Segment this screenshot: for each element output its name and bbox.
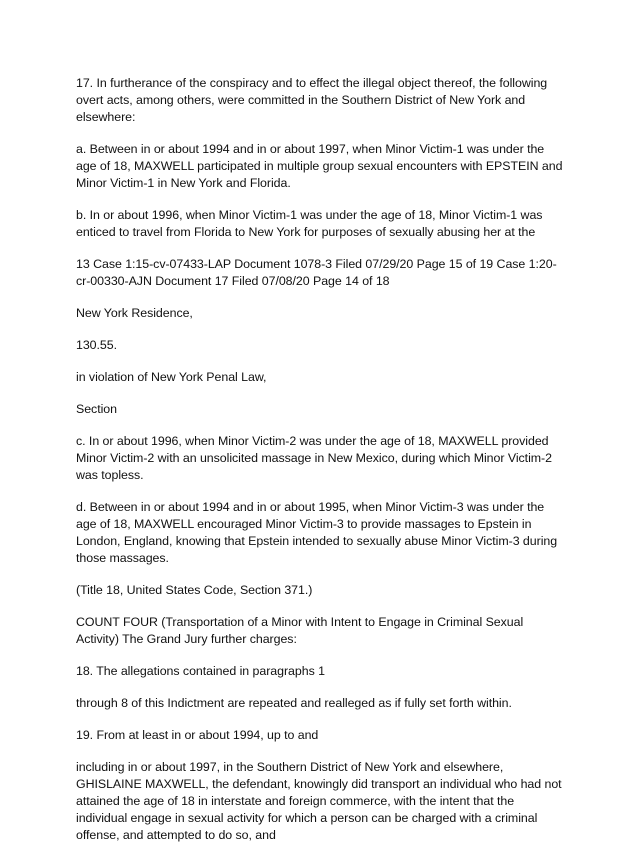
count-four-heading: COUNT FOUR (Transportation of a Minor with Intent to Engage in Criminal Sexual Activity) The Grand Jury further charges:: [76, 615, 524, 646]
paragraph-d: d. Between in or about 1994 and in or about 1995, when Minor Victim-3 was under the age of 18, MAXWELL encouraged Minor Victim-3 to provide massages to Epstein in London, England, knowing that Epstein intended to sexually abuse Minor Victim-3 during those massages.: [76, 500, 558, 565]
paragraph-19-continued: including in or about 1997, in the Southern District of New York and elsewhere, GHISLAINE MAXWELL, the defendant, knowingly did transport an individual who had not attained the age of 18 in interstate and foreign commerce, with the intent that the individual engage in sexual activity for which a person can be charged with a criminal offense, and attempted to do so, and: [76, 760, 562, 842]
paragraph-a: a. Between in or about 1994 and in or about 1997, when Minor Victim-1 was under the age of 18, MAXWELL participated in multiple group sexual encounters with EPSTEIN and Minor Victim-1 in New York and Florida.: [76, 142, 563, 190]
paragraph-statute-citation: (Title 18, United States Code, Section 371.): [76, 583, 313, 597]
page-header: 13 Case 1:15-cv-07433-LAP Document 1078-3 Filed 07/29/20 Page 15 of 19 Case 1:20-cr-00330-AJN Document 17 Filed 07/08/20 Page 14 of 18: [76, 257, 557, 288]
paragraph-c: c. In or about 1996, when Minor Victim-2 was under the age of 18, MAXWELL provided Minor Victim-2 with an unsolicited massage in New Mexico, during which Minor Victim-2 was topless.: [76, 434, 552, 482]
paragraph-section: Section: [76, 402, 117, 416]
document-page: [76, 75, 566, 859]
paragraph-18-start: 18. The allegations contained in paragraphs 1: [76, 664, 325, 678]
paragraph-b: b. In or about 1996, when Minor Victim-1 was under the age of 18, Minor Victim-1 was enticed to travel from Florida to New York for purposes of sexually abusing her at the: [76, 208, 543, 239]
paragraph-penal-law: in violation of New York Penal Law,: [76, 370, 267, 384]
paragraph-17: 17. In furtherance of the conspiracy and to effect the illegal object thereof, the following overt acts, among others, were committed in the Southern District of New York and elsewhere:: [76, 76, 548, 124]
paragraph-section-number: 130.55.: [76, 338, 117, 352]
paragraph-residence: New York Residence,: [76, 306, 193, 320]
paragraph-18-continued: through 8 of this Indictment are repeated and realleged as if fully set forth within.: [76, 696, 512, 710]
paragraph-19-start: 19. From at least in or about 1994, up to and: [76, 728, 319, 742]
